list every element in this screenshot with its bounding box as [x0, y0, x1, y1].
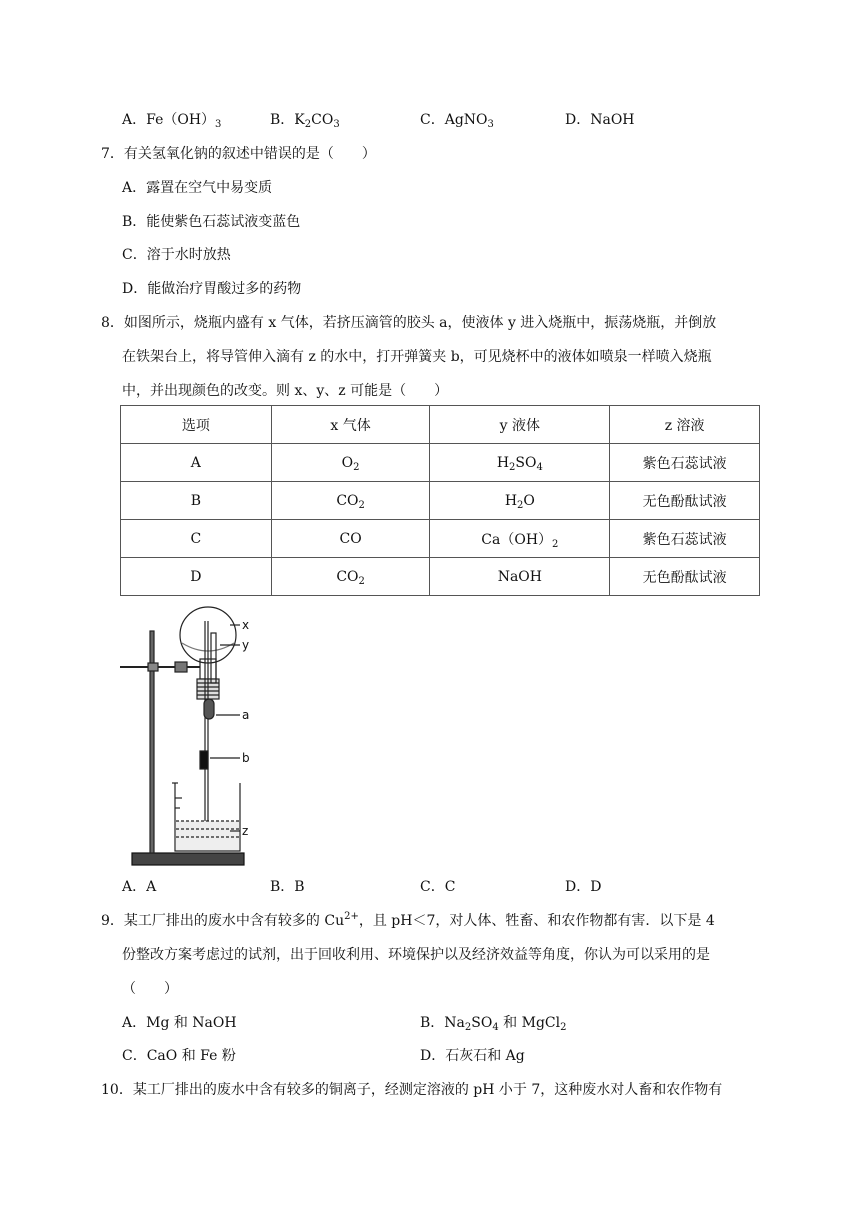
- q7-option-b: B．能使紫色石蕊试液变蓝色: [122, 214, 301, 230]
- q9-stem-line3: （ ）: [122, 981, 178, 997]
- q8-stem-line3: 中，并出现颜色的改变。则 x、y、z 可能是（ ）: [122, 383, 449, 399]
- q7-stem: 7．有关氢氧化钠的叙述中错误的是（ ）: [101, 146, 376, 162]
- q7-option-d: D．能做治疗胃酸过多的药物: [122, 281, 302, 297]
- q6-option-d: D．NaOH: [565, 112, 635, 128]
- label-b: b: [242, 751, 250, 765]
- q8-option-d: D．D: [565, 879, 602, 895]
- clamp-boss: [148, 663, 158, 671]
- table-cell: B: [121, 482, 272, 520]
- table-cell: D: [121, 558, 272, 596]
- q8-stem-line1: 8．如图所示，烧瓶内盛有 x 气体，若挤压滴管的胶头 a，使液体 y 进入烧瓶中，振荡烧瓶，并倒放: [101, 315, 717, 331]
- q9-option-c: C．CaO 和 Fe 粉: [122, 1048, 236, 1064]
- q9-option-a: A．Mg 和 NaOH: [122, 1015, 237, 1031]
- q8-option-a: A．A: [122, 879, 157, 895]
- table-row: [121, 558, 760, 596]
- q9-stem-line1: 9．某工厂排出的废水中含有较多的 $Cu^{2+}$，且 pH＜7，对人体、牲畜、和农作物都有害．以下是 4: [101, 911, 715, 929]
- table-cell: 无色酚酞试液: [610, 558, 760, 596]
- table-header: z 溶液: [610, 406, 760, 444]
- stand-base: [132, 853, 244, 865]
- q10-stem-line1: 10．某工厂排出的废水中含有较多的铜离子，经测定溶液的 pH 小于 7，这种废水对人畜和农作物有: [101, 1082, 723, 1098]
- q9-option-b: B．$Na_2SO_4$ 和 MgCl$_2$: [420, 1015, 567, 1033]
- q8-stem-line2: 在铁架台上，将导管伸入滴有 z 的水中，打开弹簧夹 b，可见烧杯中的液体如喷泉一样喷入烧瓶: [122, 349, 712, 365]
- q9-option-d: D．石灰石和 Ag: [420, 1048, 525, 1064]
- table-cell: C: [121, 520, 272, 558]
- q6-option-c: C．AgNO$_3$: [420, 112, 494, 130]
- table-header: 选项: [121, 406, 272, 444]
- table-cell: 紫色石蕊试液: [610, 520, 760, 558]
- table-cell: $H_2SO_4$: [430, 444, 610, 482]
- q6-option-b: B．$K_2CO_3$: [270, 112, 340, 130]
- table-cell: 紫色石蕊试液: [610, 444, 760, 482]
- table-row: [121, 482, 760, 520]
- label-x: x: [242, 618, 250, 632]
- table-header-row: [121, 406, 760, 444]
- table-header: x 气体: [271, 406, 430, 444]
- table-cell: $H_2O$: [430, 482, 610, 520]
- table-row: [121, 520, 760, 558]
- table-cell: A: [121, 444, 272, 482]
- q8-option-c: C．C: [420, 879, 456, 895]
- q7-option-c: C．溶于水时放热: [122, 247, 231, 263]
- fountain-apparatus-figure: [120, 603, 260, 868]
- dropper-y: [211, 633, 216, 683]
- clamp-head: [175, 662, 187, 672]
- q6-option-a: A．$Fe(OH)_3$: [122, 112, 222, 130]
- label-z: z: [242, 824, 249, 838]
- spring-clip-b: [200, 751, 208, 769]
- label-a: a: [242, 708, 250, 722]
- table-cell: $CO_2$: [271, 482, 430, 520]
- table-cell: $Ca(OH)_2$: [430, 520, 610, 558]
- label-y: y: [242, 638, 250, 652]
- rubber-bulb-a: [204, 699, 214, 719]
- q8-table: [120, 405, 760, 596]
- q9-stem-line2: 份整改方案考虑过的试剂，出于回收利用、环境保护以及经济效益等角度，你认为可以采用的是: [122, 947, 710, 963]
- q8-option-b: B．B: [270, 879, 305, 895]
- beaker-liquid: [176, 821, 239, 850]
- q7-option-a: A．露置在空气中易变质: [122, 180, 273, 196]
- table-cell: 无色酚酞试液: [610, 482, 760, 520]
- table-row: [121, 444, 760, 482]
- table-header: y 液体: [430, 406, 610, 444]
- table-cell: CO: [271, 520, 430, 558]
- table-cell: NaOH: [430, 558, 610, 596]
- table-cell: $CO_2$: [271, 558, 430, 596]
- table-cell: $O_2$: [271, 444, 430, 482]
